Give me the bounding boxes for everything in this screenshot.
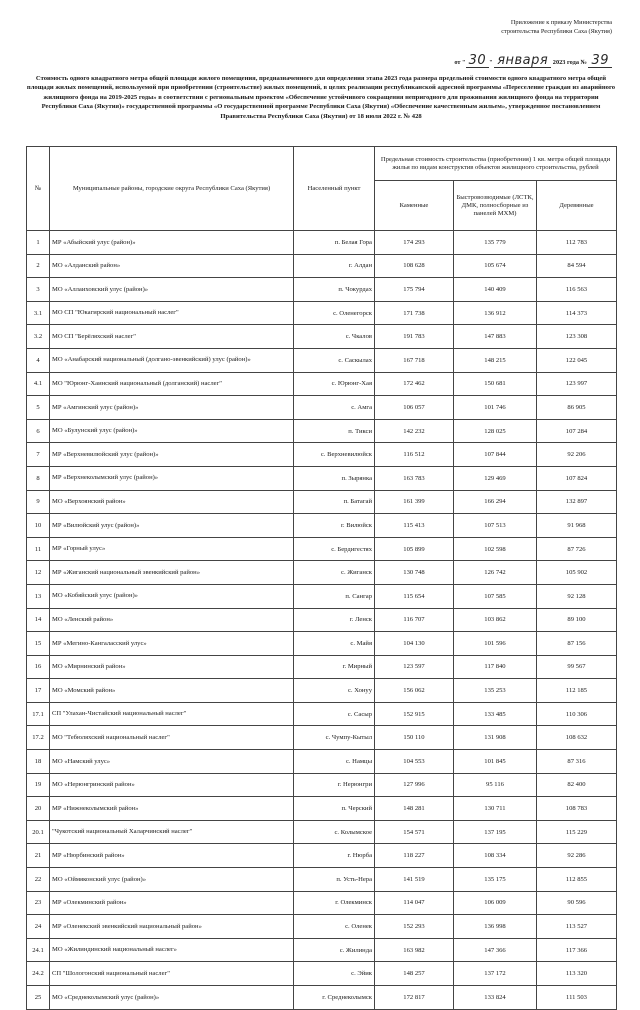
- row-prefab-price: 137 172: [454, 962, 537, 986]
- row-prefab-price: 133 824: [454, 986, 537, 1010]
- row-wood-price: 123 997: [537, 372, 617, 396]
- table-body: [27, 231, 617, 1010]
- row-wood-price: 111 503: [537, 986, 617, 1010]
- row-wood-price: 117 366: [537, 938, 617, 962]
- row-wood-price: 114 373: [537, 301, 617, 325]
- row-municipality: МР «Верхнеколымский улус (район)»: [50, 466, 294, 490]
- row-number: 21: [27, 844, 50, 868]
- row-municipality: МР «Горный улус»: [50, 537, 294, 561]
- row-prefab-price: 140 409: [454, 278, 537, 302]
- header-stone: Каменные: [375, 181, 454, 231]
- row-prefab-price: 135 779: [454, 231, 537, 255]
- row-municipality: МО "Тебюляхский национальный наслег": [50, 726, 294, 750]
- row-prefab-price: 107 585: [454, 584, 537, 608]
- row-prefab-price: 137 195: [454, 820, 537, 844]
- row-stone-price: 148 281: [375, 797, 454, 821]
- row-number: 4.1: [27, 372, 50, 396]
- header-wood: Деревянные: [537, 181, 617, 231]
- row-prefab-price: 136 912: [454, 301, 537, 325]
- row-stone-price: 123 597: [375, 655, 454, 679]
- row-settlement: г. Мирный: [294, 655, 375, 679]
- table-row: [27, 797, 617, 821]
- cost-table: [26, 146, 617, 1010]
- row-stone-price: 150 110: [375, 726, 454, 750]
- row-settlement: с. Амга: [294, 396, 375, 420]
- row-stone-price: 154 571: [375, 820, 454, 844]
- row-settlement: с. Колымское: [294, 820, 375, 844]
- row-number: 23: [27, 891, 50, 915]
- row-prefab-price: 101 845: [454, 750, 537, 774]
- row-wood-price: 108 632: [537, 726, 617, 750]
- table-row: [27, 679, 617, 703]
- table-row: [27, 372, 617, 396]
- table-row: [27, 702, 617, 726]
- row-municipality: МО «Верхоянский район»: [50, 490, 294, 514]
- row-municipality: МР «Нижнеколымский район»: [50, 797, 294, 821]
- row-settlement: с. Майя: [294, 632, 375, 656]
- row-settlement: с. Юрюнг-Хая: [294, 372, 375, 396]
- table-row: [27, 419, 617, 443]
- row-municipality: МР «Жиганский национальный эвенкийский район»: [50, 561, 294, 585]
- row-wood-price: 82 400: [537, 773, 617, 797]
- row-wood-price: 112 185: [537, 679, 617, 703]
- row-prefab-price: 106 009: [454, 891, 537, 915]
- table-row: [27, 443, 617, 467]
- row-prefab-price: 102 598: [454, 537, 537, 561]
- row-stone-price: 172 462: [375, 372, 454, 396]
- table-row: [27, 466, 617, 490]
- row-stone-price: 191 783: [375, 325, 454, 349]
- order-day: 30: [466, 55, 490, 68]
- row-prefab-price: 135 253: [454, 679, 537, 703]
- row-number: 3.2: [27, 325, 50, 349]
- row-prefab-price: 103 862: [454, 608, 537, 632]
- table-row: [27, 396, 617, 420]
- row-settlement: п. Тикси: [294, 419, 375, 443]
- row-municipality: МР «Вилюйский улус (район)»: [50, 514, 294, 538]
- table-row: [27, 938, 617, 962]
- row-wood-price: 87 316: [537, 750, 617, 774]
- document-title: Стоимость одного квадратного метра общей площади жилого помещения, предназначенного для определения этапа 2023 года размера предельной стоимости одного квадратного метра общей площади жилых помещений, используемой при приобретении (строительстве) жилых помещений, в целях реализации республиканской адресной программы «Переселение граждан из аварийного жилищного фонда на 2019-2025 годы» в соответствии с региональным проектом «Обеспечение устойчивого сокращения непригодного для проживания жилищного фонда на территории Республики Саха (Якутия)» государственной программы «О государственной программе Республики Саха (Якутия) «Обеспечение качественным жильем», утвержденное постановлением Правительства Республики Саха (Якутия) от 18 июля 2022 г. № 428: [26, 75, 616, 120]
- row-stone-price: 161 399: [375, 490, 454, 514]
- row-wood-price: 92 286: [537, 844, 617, 868]
- date-prefix: от ": [454, 59, 466, 66]
- row-wood-price: 89 100: [537, 608, 617, 632]
- row-municipality: МО «Алданский район»: [50, 254, 294, 278]
- row-wood-price: 122 045: [537, 348, 617, 372]
- row-wood-price: 112 783: [537, 231, 617, 255]
- table-row: [27, 986, 617, 1010]
- row-number: 5: [27, 396, 50, 420]
- row-settlement: с. Чумпу-Кытыл: [294, 726, 375, 750]
- row-municipality: МО СП "Юкагирский национальный наслег": [50, 301, 294, 325]
- row-number: 3: [27, 278, 50, 302]
- row-wood-price: 113 527: [537, 915, 617, 939]
- row-settlement: п. Батагай: [294, 490, 375, 514]
- row-number: 15: [27, 632, 50, 656]
- row-stone-price: 175 794: [375, 278, 454, 302]
- order-dateline: [454, 55, 612, 68]
- row-prefab-price: 135 175: [454, 868, 537, 892]
- row-municipality: МО «Намский улус»: [50, 750, 294, 774]
- row-number: 4: [27, 348, 50, 372]
- row-wood-price: 92 128: [537, 584, 617, 608]
- row-wood-price: 84 594: [537, 254, 617, 278]
- row-settlement: с. Оленегорск: [294, 301, 375, 325]
- row-wood-price: 132 897: [537, 490, 617, 514]
- row-stone-price: 156 062: [375, 679, 454, 703]
- row-number: 2: [27, 254, 50, 278]
- row-prefab-price: 105 674: [454, 254, 537, 278]
- row-prefab-price: 148 215: [454, 348, 537, 372]
- row-settlement: с. Верхневилюйск: [294, 443, 375, 467]
- header-num: №: [27, 147, 50, 231]
- row-stone-price: 104 553: [375, 750, 454, 774]
- row-stone-price: 114 047: [375, 891, 454, 915]
- row-prefab-price: 131 908: [454, 726, 537, 750]
- row-settlement: п. Черский: [294, 797, 375, 821]
- date-separator: ": [489, 59, 493, 66]
- row-wood-price: 107 284: [537, 419, 617, 443]
- row-number: 24.2: [27, 962, 50, 986]
- row-municipality: МО «Момский район»: [50, 679, 294, 703]
- row-stone-price: 116 707: [375, 608, 454, 632]
- row-wood-price: 90 596: [537, 891, 617, 915]
- row-municipality: МР «Верхневилюйский улус (район)»: [50, 443, 294, 467]
- row-wood-price: 99 567: [537, 655, 617, 679]
- table-row: [27, 561, 617, 585]
- row-municipality: "Чукотский национальный Халарчинский наслег": [50, 820, 294, 844]
- row-wood-price: 87 156: [537, 632, 617, 656]
- row-settlement: п. Чокурдах: [294, 278, 375, 302]
- row-prefab-price: 126 742: [454, 561, 537, 585]
- appendix-header: [432, 18, 612, 36]
- header-prefab: Быстровозводимые (ЛСТК, ДМК, полносборные из панелей МХМ): [454, 181, 537, 231]
- row-municipality: МО СП "Берёляхский наслег": [50, 325, 294, 349]
- row-settlement: с. Жиганск: [294, 561, 375, 585]
- row-stone-price: 141 519: [375, 868, 454, 892]
- order-month: января: [494, 55, 551, 68]
- row-number: 1: [27, 231, 50, 255]
- row-settlement: п. Зырянка: [294, 466, 375, 490]
- table-row: [27, 325, 617, 349]
- order-number: 39: [588, 55, 612, 68]
- row-wood-price: 112 855: [537, 868, 617, 892]
- row-prefab-price: 130 711: [454, 797, 537, 821]
- row-settlement: г. Среднеколымск: [294, 986, 375, 1010]
- row-number: 24: [27, 915, 50, 939]
- row-prefab-price: 128 025: [454, 419, 537, 443]
- row-wood-price: 115 229: [537, 820, 617, 844]
- row-number: 17.2: [27, 726, 50, 750]
- table-row: [27, 632, 617, 656]
- row-number: 7: [27, 443, 50, 467]
- row-settlement: с. Сасыр: [294, 702, 375, 726]
- row-settlement: п. Сангар: [294, 584, 375, 608]
- row-number: 8: [27, 466, 50, 490]
- row-municipality: МО "Юрюнг-Хаинский национальный (долганский) наслег": [50, 372, 294, 396]
- row-stone-price: 152 915: [375, 702, 454, 726]
- row-wood-price: 91 968: [537, 514, 617, 538]
- row-number: 12: [27, 561, 50, 585]
- table-row: [27, 773, 617, 797]
- row-prefab-price: 147 883: [454, 325, 537, 349]
- row-stone-price: 127 996: [375, 773, 454, 797]
- row-settlement: п. Белая Гора: [294, 231, 375, 255]
- row-settlement: г. Олекминск: [294, 891, 375, 915]
- table-row: [27, 584, 617, 608]
- table-row: [27, 868, 617, 892]
- row-number: 24.1: [27, 938, 50, 962]
- row-municipality: МО «Мирнинский район»: [50, 655, 294, 679]
- row-stone-price: 163 783: [375, 466, 454, 490]
- row-wood-price: 107 824: [537, 466, 617, 490]
- row-stone-price: 167 718: [375, 348, 454, 372]
- row-stone-price: 142 232: [375, 419, 454, 443]
- row-settlement: п. Усть-Нера: [294, 868, 375, 892]
- row-municipality: МО «Булунский улус (район)»: [50, 419, 294, 443]
- table-row: [27, 915, 617, 939]
- row-municipality: СП "Шологонский национальный наслег": [50, 962, 294, 986]
- row-prefab-price: 107 844: [454, 443, 537, 467]
- appendix-line-2: строительства Республики Саха (Якутия): [501, 28, 612, 35]
- row-municipality: МО «Аллаиховский улус (район)»: [50, 278, 294, 302]
- row-settlement: г. Вилюйск: [294, 514, 375, 538]
- table-row: [27, 490, 617, 514]
- row-wood-price: 105 902: [537, 561, 617, 585]
- row-number: 20: [27, 797, 50, 821]
- row-stone-price: 118 227: [375, 844, 454, 868]
- row-number: 17: [27, 679, 50, 703]
- row-prefab-price: 147 366: [454, 938, 537, 962]
- table-row: [27, 348, 617, 372]
- row-settlement: г. Ленск: [294, 608, 375, 632]
- row-stone-price: 152 293: [375, 915, 454, 939]
- row-prefab-price: 95 116: [454, 773, 537, 797]
- row-wood-price: 110 306: [537, 702, 617, 726]
- row-municipality: МО «Ленский район»: [50, 608, 294, 632]
- row-stone-price: 104 130: [375, 632, 454, 656]
- table-row: [27, 608, 617, 632]
- row-number: 14: [27, 608, 50, 632]
- row-prefab-price: 117 840: [454, 655, 537, 679]
- row-settlement: г. Нерюнгри: [294, 773, 375, 797]
- table-header: [27, 147, 617, 231]
- row-prefab-price: 107 513: [454, 514, 537, 538]
- row-stone-price: 130 748: [375, 561, 454, 585]
- row-municipality: МР «Абыйский улус (район)»: [50, 231, 294, 255]
- table-row: [27, 537, 617, 561]
- row-stone-price: 106 057: [375, 396, 454, 420]
- header-settlement: Населенный пункт: [294, 147, 375, 231]
- row-wood-price: 123 308: [537, 325, 617, 349]
- row-number: 18: [27, 750, 50, 774]
- row-settlement: с. Оленек: [294, 915, 375, 939]
- table-row: [27, 254, 617, 278]
- table-row: [27, 844, 617, 868]
- row-stone-price: 115 413: [375, 514, 454, 538]
- table-row: [27, 820, 617, 844]
- row-number: 10: [27, 514, 50, 538]
- table-row: [27, 891, 617, 915]
- row-municipality: МО «Кобяйский улус (район)»: [50, 584, 294, 608]
- row-wood-price: 86 905: [537, 396, 617, 420]
- row-stone-price: 116 512: [375, 443, 454, 467]
- row-wood-price: 116 563: [537, 278, 617, 302]
- row-settlement: с. Жилинда: [294, 938, 375, 962]
- table-row: [27, 301, 617, 325]
- row-prefab-price: 150 681: [454, 372, 537, 396]
- row-settlement: с. Чкалов: [294, 325, 375, 349]
- row-prefab-price: 166 294: [454, 490, 537, 514]
- table-row: [27, 962, 617, 986]
- table-row: [27, 278, 617, 302]
- row-prefab-price: 101 596: [454, 632, 537, 656]
- row-municipality: МР «Нюрбинский район»: [50, 844, 294, 868]
- row-stone-price: 105 899: [375, 537, 454, 561]
- table-row: [27, 726, 617, 750]
- row-municipality: СП "Улахан-Чистайский национальный наслег": [50, 702, 294, 726]
- row-municipality: МО «Среднеколымский улус (район)»: [50, 986, 294, 1010]
- row-municipality: МО «Анабарский национальный (долгано-эвенкийский) улус (район)»: [50, 348, 294, 372]
- row-settlement: с. Саскылах: [294, 348, 375, 372]
- row-wood-price: 113 320: [537, 962, 617, 986]
- row-municipality: МО «Нерюнгринский район»: [50, 773, 294, 797]
- row-settlement: с. Бердигестях: [294, 537, 375, 561]
- row-prefab-price: 133 485: [454, 702, 537, 726]
- header-municipality: Муниципальные районы, городские округа Республики Саха (Якутия): [50, 147, 294, 231]
- table-row: [27, 514, 617, 538]
- row-number: 20.1: [27, 820, 50, 844]
- row-stone-price: 171 738: [375, 301, 454, 325]
- row-settlement: с. Эйик: [294, 962, 375, 986]
- row-municipality: МР «Оленекский эвенкийский национальный район»: [50, 915, 294, 939]
- row-number: 6: [27, 419, 50, 443]
- row-municipality: МР «Олекминский район»: [50, 891, 294, 915]
- row-prefab-price: 108 334: [454, 844, 537, 868]
- row-settlement: с. Намцы: [294, 750, 375, 774]
- row-stone-price: 148 257: [375, 962, 454, 986]
- header-price-group: Предельная стоимость строительства (приобретения) 1 кв. метра общей площади жилья по видам конструктив объектов жилищного строительства, рублей: [375, 147, 617, 181]
- row-number: 9: [27, 490, 50, 514]
- row-municipality: МО «Жилиндинский национальный наслег»: [50, 938, 294, 962]
- row-stone-price: 163 982: [375, 938, 454, 962]
- row-number: 3.1: [27, 301, 50, 325]
- row-prefab-price: 129 469: [454, 466, 537, 490]
- row-number: 17.1: [27, 702, 50, 726]
- row-prefab-price: 101 746: [454, 396, 537, 420]
- row-number: 11: [27, 537, 50, 561]
- row-number: 13: [27, 584, 50, 608]
- order-year: 2023 года №: [552, 59, 587, 66]
- row-stone-price: 115 654: [375, 584, 454, 608]
- row-wood-price: 108 783: [537, 797, 617, 821]
- row-number: 22: [27, 868, 50, 892]
- row-stone-price: 174 293: [375, 231, 454, 255]
- row-number: 16: [27, 655, 50, 679]
- row-wood-price: 92 206: [537, 443, 617, 467]
- row-number: 25: [27, 986, 50, 1010]
- appendix-line-1: Приложение к приказу Министерства: [510, 19, 612, 26]
- table-row: [27, 655, 617, 679]
- row-number: 19: [27, 773, 50, 797]
- row-prefab-price: 136 998: [454, 915, 537, 939]
- row-wood-price: 87 726: [537, 537, 617, 561]
- row-stone-price: 172 817: [375, 986, 454, 1010]
- row-municipality: МР «Мегино-Кангаласский улус»: [50, 632, 294, 656]
- row-stone-price: 108 628: [375, 254, 454, 278]
- row-settlement: с. Хонуу: [294, 679, 375, 703]
- row-settlement: г. Нюрба: [294, 844, 375, 868]
- row-municipality: МО «Оймяконский улус (район)»: [50, 868, 294, 892]
- table-row: [27, 231, 617, 255]
- table-row: [27, 750, 617, 774]
- row-settlement: г. Алдан: [294, 254, 375, 278]
- row-municipality: МР «Амгинский улус (район)»: [50, 396, 294, 420]
